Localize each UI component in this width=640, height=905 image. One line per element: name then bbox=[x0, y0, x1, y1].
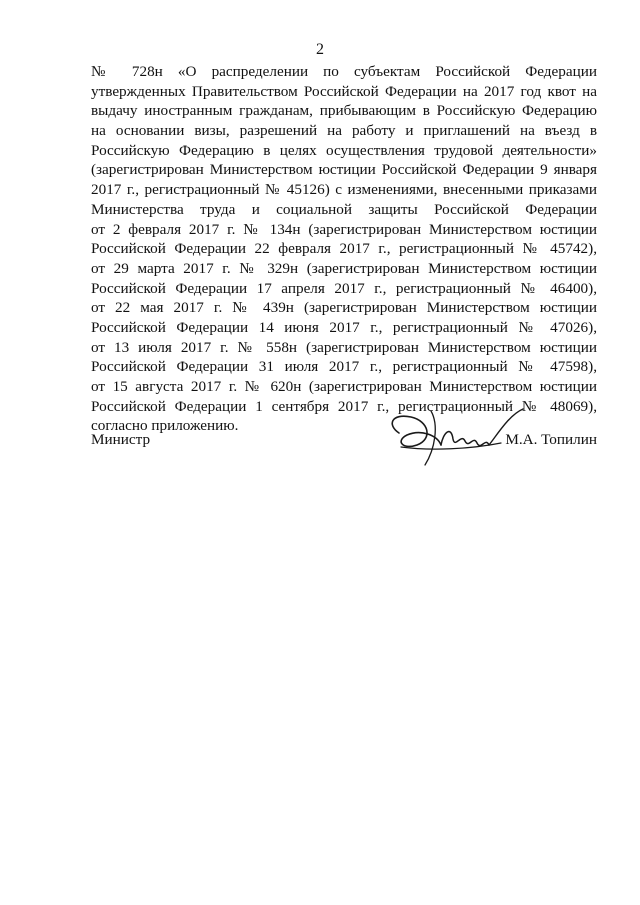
body-line: (зарегистрирован Министерством юстиции Российской Федерации 9 января bbox=[91, 161, 597, 179]
body-line-last: согласно приложению. bbox=[91, 417, 239, 435]
signature-block bbox=[91, 420, 597, 470]
body-line: на основании визы, разрешений на работу и приглашений на въезд в bbox=[91, 122, 597, 140]
body-line: 2017 г., регистрационный № 45126) с изменениями, внесенными приказами bbox=[91, 181, 597, 199]
body-paragraph bbox=[91, 62, 597, 436]
body-line: от 13 июля 2017 г. № 558н (зарегистрирован Министерством юстиции bbox=[91, 338, 597, 356]
page-number: 2 bbox=[316, 41, 324, 58]
signer-name: М.А. Топилин bbox=[505, 431, 597, 448]
body-line: Министерства труда и социальной защиты Российской Федерации bbox=[91, 200, 597, 218]
body-line: Российской Федерации 14 июня 2017 г., регистрационный № 47026), bbox=[91, 318, 597, 336]
body-line: от 15 августа 2017 г. № 620н (зарегистрирован Министерством юстиции bbox=[91, 378, 597, 395]
body-line: Российской Федерации 31 июля 2017 г., регистрационный № 47598), bbox=[91, 358, 597, 376]
body-line: выдачу иностранным гражданам, прибывающим в Российскую Федерацию bbox=[91, 102, 597, 120]
body-line: Российской Федерации 22 февраля 2017 г., регистрационный № 45742), bbox=[91, 240, 597, 258]
body-line: от 22 мая 2017 г. № 439н (зарегистрирован Министерством юстиции bbox=[91, 299, 597, 317]
body-line: Российской Федерации 1 сентября 2017 г., регистрационный № 48069), bbox=[91, 397, 597, 415]
body-line: Российской Федерации 17 апреля 2017 г., регистрационный № 46400), bbox=[91, 279, 597, 297]
body-line: от 29 марта 2017 г. № 329н (зарегистрирован Министерством юстиции bbox=[91, 259, 597, 277]
body-line: № 728н «О распределении по субъектам Российской Федерации bbox=[91, 63, 597, 80]
signer-position: Министр bbox=[91, 431, 151, 448]
body-line: от 2 февраля 2017 г. № 134н (зарегистрирован Министерством юстиции bbox=[91, 220, 597, 238]
body-line: утвержденных Правительством Российской Федерации на 2017 год квот на bbox=[91, 82, 597, 100]
body-line: Российскую Федерацию в целях осуществления трудовой деятельности» bbox=[91, 141, 597, 159]
